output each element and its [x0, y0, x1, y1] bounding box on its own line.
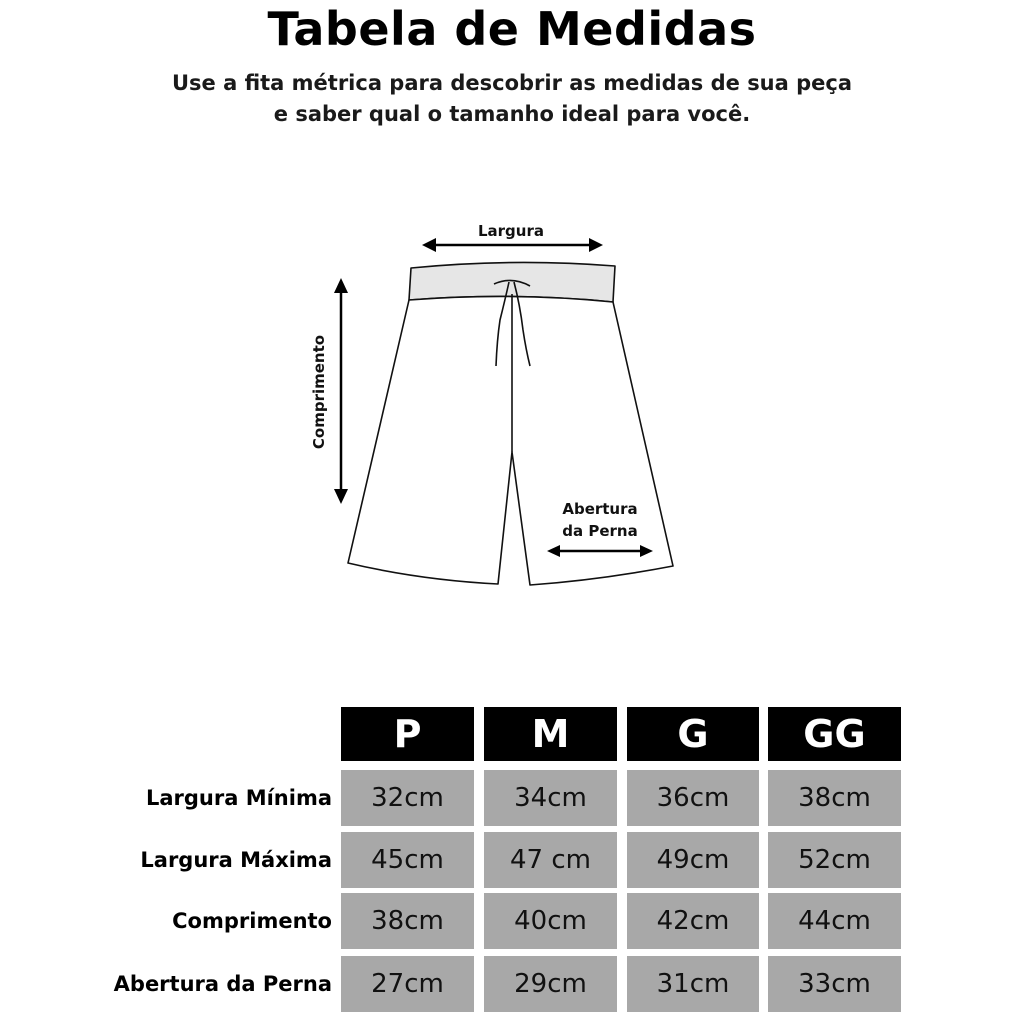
leg-label-line-1: Abertura [562, 500, 638, 518]
subtitle-line-1: Use a fita métrica para descobrir as medidas de sua peça [171, 71, 853, 95]
table-cell: 34cm [484, 770, 617, 826]
subtitle-line-2: e saber qual o tamanho ideal para você. [273, 102, 751, 126]
leg-label-line-2: da Perna [562, 522, 638, 540]
table-cell: 36cm [627, 770, 759, 826]
table-cell: 40cm [484, 893, 617, 949]
table-cell: 49cm [627, 832, 759, 888]
size-header-gg: GG [768, 707, 901, 761]
table-cell: 32cm [341, 770, 474, 826]
table-cell: 38cm [341, 893, 474, 949]
size-header-p: P [341, 707, 474, 761]
table-cell: 29cm [484, 956, 617, 1012]
size-header-m: M [484, 707, 617, 761]
table-cell: 47 cm [484, 832, 617, 888]
table-cell: 52cm [768, 832, 901, 888]
table-cell: 31cm [627, 956, 759, 1012]
page-title: Tabela de Medidas [267, 2, 757, 56]
size-header-g: G [627, 707, 759, 761]
table-cell: 33cm [768, 956, 901, 1012]
row-label-largura-maxima: Largura Máxima [140, 848, 332, 872]
width-label: Largura [477, 222, 545, 240]
table-cell: 44cm [768, 893, 901, 949]
table-cell: 38cm [768, 770, 901, 826]
row-label-largura-minima: Largura Mínima [145, 786, 332, 810]
table-cell: 42cm [627, 893, 759, 949]
row-label-abertura-da-perna: Abertura da Perna [113, 972, 332, 996]
row-label-comprimento: Comprimento [172, 909, 332, 933]
table-cell: 27cm [341, 956, 474, 1012]
table-cell: 45cm [341, 832, 474, 888]
length-label: Comprimento [310, 334, 328, 450]
